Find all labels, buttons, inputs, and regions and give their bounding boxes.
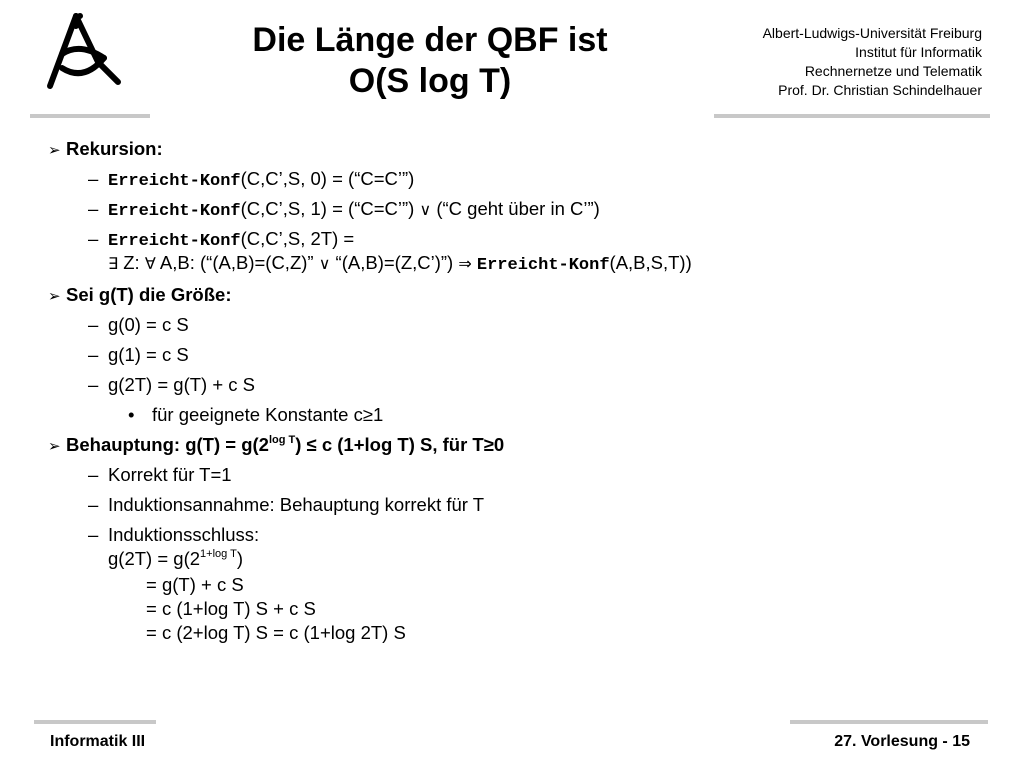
fn-name: Erreicht-Konf [476,256,610,275]
bullet-behauptung [48,434,504,458]
groesse-item-text: g(2T) = g(T) + c S [108,374,256,395]
groesse-item-text: g(0) = c S [108,314,189,335]
footer-rule-left [34,720,156,724]
formula-part-a: Z: [118,252,145,273]
behauptung-superscript: log T [268,434,296,446]
rekursion-case-2t [88,228,354,253]
affiliation-institute: Institut für Informatik [855,44,982,60]
header-rule-left [30,114,150,118]
fn-name: Erreicht-Konf [108,202,241,221]
header-rule-right [714,114,990,118]
proof-superscript: 1+log T [200,548,237,560]
footer-course: Informatik III [50,733,146,750]
proof-text-a: g(2T) = g(2 [108,548,201,569]
behauptung-item-text: Korrekt für T=1 [108,464,232,485]
proof-line-1: = g(T) + c S [146,574,244,595]
dash-marker: – [88,198,99,219]
dash-marker: – [88,344,99,365]
affiliation-department: Rechnernetze und Telematik [804,63,982,79]
forall-symbol: ∀ [144,254,156,273]
dash-marker: – [88,314,99,335]
affiliation [763,24,982,100]
rekursion-case-0 [88,168,414,193]
behauptung-label-a: Behauptung: g(T) = g(2 [66,434,269,455]
rekursion-label: Rekursion: [66,138,163,159]
groesse-item-1 [88,344,189,366]
proof-line-2: = c (1+log T) S + c S [146,598,316,619]
formula-part-d: (A,B,S,T)) [609,252,692,273]
behauptung-item-1 [88,494,484,516]
bullet-groesse [48,284,231,308]
affiliation-university: Albert-Ludwigs-Universität Freiburg [762,25,982,41]
arrow-bullet-icon: ➢ [48,288,61,305]
fn-name: Erreicht-Konf [108,232,241,251]
footer-lecture-page: 27. Vorlesung - 15 [834,733,970,750]
arrow-bullet-icon: ➢ [48,142,61,159]
fn-name: Erreicht-Konf [108,172,241,191]
formula-part-c: “(A,B)=(Z,C’)”) [330,252,459,273]
or-symbol: ∨ [318,254,331,273]
behauptung-item-2 [88,524,259,546]
groesse-item-2 [88,374,255,396]
university-logo [40,12,124,94]
bullet-dot: • [128,404,135,425]
behauptung-item-text: Induktionsannahme: Behauptung korrekt für T [108,494,485,515]
case-2t-text: (C,C’,S, 2T) = [240,228,355,249]
dash-marker: – [88,494,99,515]
case-1-rest: (“C geht über in C’”) [431,198,600,219]
rekursion-case-2t-formula [108,252,692,277]
rekursion-case-1 [88,198,600,223]
groesse-label: Sei g(T) die Größe: [66,284,232,305]
groesse-item-text: g(1) = c S [108,344,189,365]
groesse-sub-text: für geeignete Konstante c≥1 [152,404,384,425]
dash-marker: – [88,168,99,189]
formula-part-b: A,B: (“(A,B)=(C,Z)” [155,252,319,273]
exists-symbol: ∃ [108,254,119,273]
dash-marker: – [88,228,99,249]
title-line-2: O(S log T) [348,62,512,100]
proof-line-0 [108,548,243,570]
dash-marker: – [88,524,99,545]
behauptung-item-0 [88,464,232,486]
bullet-rekursion [48,138,163,162]
case-0-text: (C,C’,S, 0) = (“C=C’”) [240,168,415,189]
groesse-item-0 [88,314,189,336]
slide-title [160,20,700,102]
dash-marker: – [88,464,99,485]
dash-marker: – [88,374,99,395]
implies-symbol: ⇒ [458,254,472,273]
proof-text-b: ) [236,548,244,569]
behauptung-item-text: Induktionsschluss: [108,524,260,545]
or-symbol: ∨ [419,200,432,219]
arrow-bullet-icon: ➢ [48,438,61,455]
groesse-subitem [128,404,383,426]
behauptung-label-b: ) ≤ c (1+log T) S, für T≥0 [295,434,505,455]
footer-rule-right [790,720,988,724]
proof-line-3: = c (2+log T) S = c (1+log 2T) S [146,622,406,643]
title-line-1: Die Länge der QBF ist [252,21,608,59]
affiliation-professor: Prof. Dr. Christian Schindelhauer [778,82,982,98]
case-1-text: (C,C’,S, 1) = (“C=C’”) [240,198,420,219]
